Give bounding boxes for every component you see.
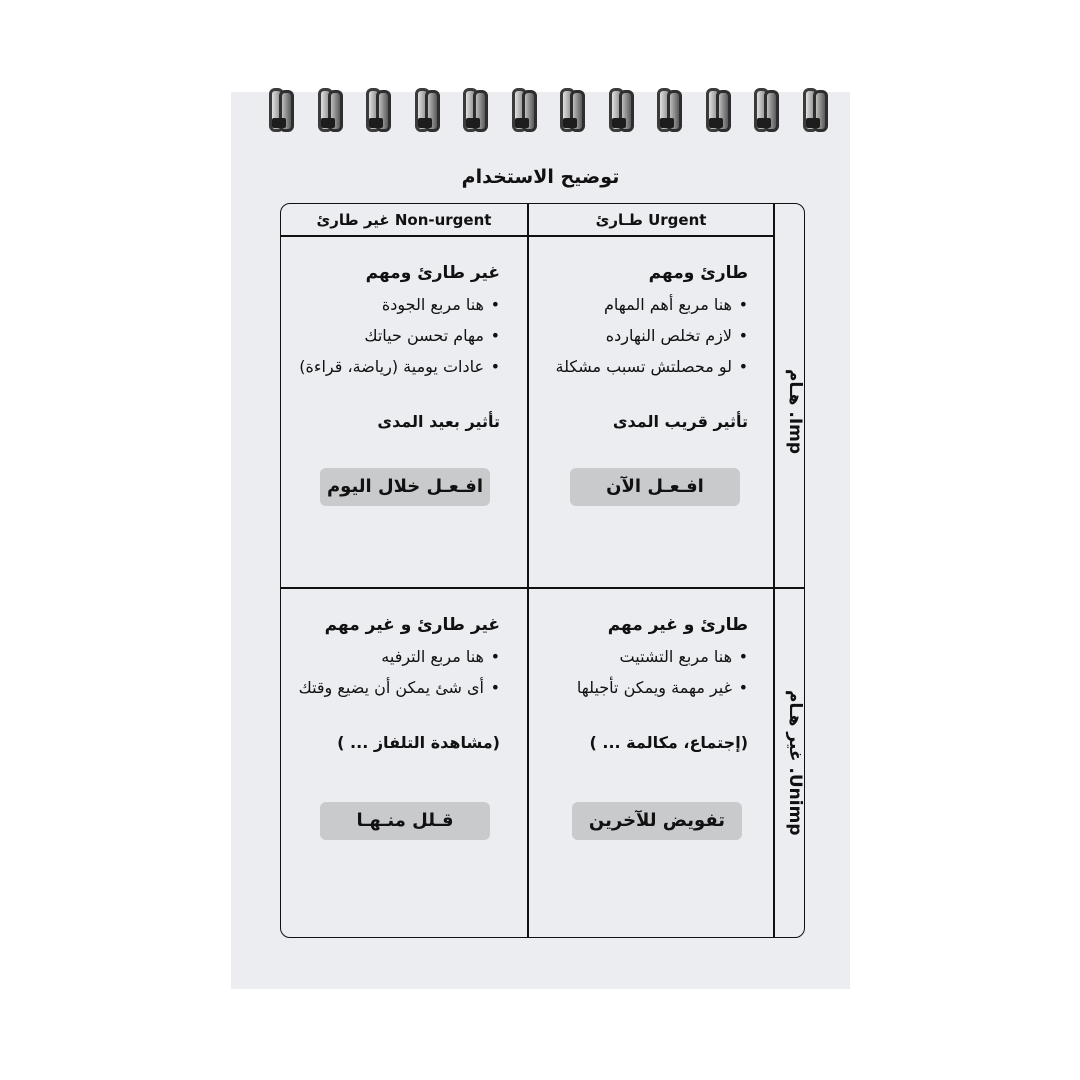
spiral-ring <box>363 88 389 130</box>
header-divider <box>280 235 773 237</box>
quadrant-urgent-unimportant <box>540 615 748 752</box>
list-item: • لو محصلتش تسبب مشكلة <box>540 351 748 382</box>
row-header-unimportant: غير هـام .Unimp <box>785 690 805 836</box>
spiral-ring <box>606 88 632 130</box>
column-header-non-urgent: غير طارئ Non-urgent <box>316 211 492 229</box>
quadrant-effect: تأثير قريب المدى <box>612 412 748 431</box>
row-header-important: هـام .Imp <box>785 369 805 455</box>
list-item: • هنا مربع الجودة <box>290 289 500 320</box>
list-item: • أى شئ يمكن أن يضيع وقتك <box>290 672 500 703</box>
spiral-ring <box>800 88 826 130</box>
quadrant-urgent-important <box>540 263 748 431</box>
spiral-ring <box>412 88 438 130</box>
spiral-ring <box>751 88 777 130</box>
list-item: • مهام تحسن حياتك <box>290 320 500 351</box>
spiral-ring <box>509 88 535 130</box>
page-title: توضيح الاستخدام <box>461 166 620 188</box>
spiral-ring <box>315 88 341 130</box>
quadrant-nonurgent-important <box>290 263 500 431</box>
quadrant-title: غير طارئ و غير مهم <box>324 615 500 635</box>
quadrant-list <box>290 289 500 382</box>
action-delegate: تفويض للآخرين <box>572 802 742 840</box>
spiral-ring <box>654 88 680 130</box>
quadrant-list <box>540 289 748 382</box>
list-item: • هنا مربع التشتيت <box>540 641 748 672</box>
action-do-today: افـعـل خلال اليوم <box>320 468 490 506</box>
list-item: • هنا مربع الترفيه <box>290 641 500 672</box>
quadrant-effect: تأثير بعيد المدى <box>377 412 500 431</box>
quadrant-nonurgent-unimportant <box>290 615 500 752</box>
action-reduce: قـلل منـهـا <box>320 802 490 840</box>
quadrant-effect: (إجتماع، مكالمة ... ) <box>589 733 748 752</box>
list-item: • لازم تخلص النهارده <box>540 320 748 351</box>
spiral-ring <box>703 88 729 130</box>
quadrant-list <box>540 641 748 703</box>
column-header-urgent: طـارئ Urgent <box>595 211 707 229</box>
list-item: • عادات يومية (رياضة، قراءة) <box>290 351 500 382</box>
spiral-ring <box>557 88 583 130</box>
action-do-now: افـعـل الآن <box>570 468 740 506</box>
quadrant-title: غير طارئ ومهم <box>365 263 500 283</box>
quadrant-title: طارئ و غير مهم <box>607 615 748 635</box>
list-item: • هنا مربع أهم المهام <box>540 289 748 320</box>
quadrant-title: طارئ ومهم <box>648 263 748 283</box>
spiral-ring <box>460 88 486 130</box>
column-divider <box>527 203 529 938</box>
quadrant-list <box>290 641 500 703</box>
row-divider <box>280 587 805 589</box>
list-item: • غير مهمة ويمكن تأجيلها <box>540 672 748 703</box>
spiral-ring <box>266 88 292 130</box>
spiral-binding <box>266 88 826 132</box>
quadrant-effect: (مشاهدة التلفاز ... ) <box>337 733 500 752</box>
